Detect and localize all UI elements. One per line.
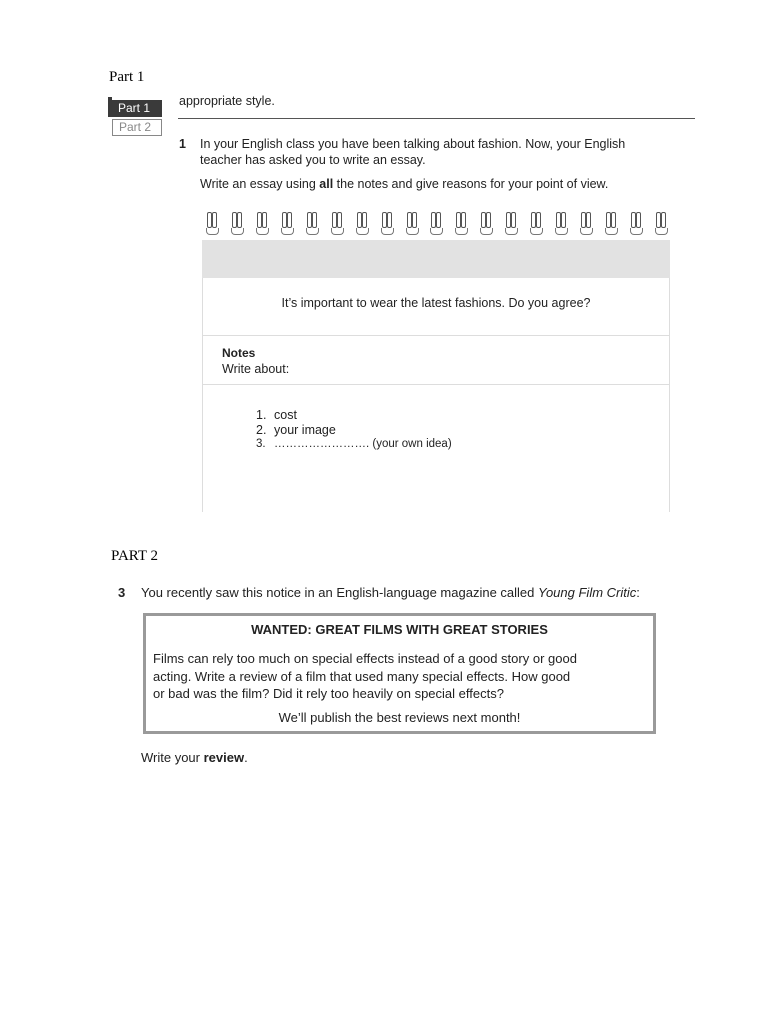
ring-icon xyxy=(381,210,392,238)
tab-part-2: Part 2 xyxy=(112,119,162,136)
notice-line: Films can rely too much on special effects instead of a good story or good xyxy=(153,651,577,666)
question-number: 3 xyxy=(118,585,126,600)
task-suffix: . xyxy=(244,750,248,765)
question-line-1: In your English class you have been talking about fashion. Now, your English xyxy=(200,137,626,151)
notepad-divider xyxy=(202,335,670,336)
note-number: 3. xyxy=(256,438,266,450)
ring-icon xyxy=(480,210,491,238)
ring-icon xyxy=(530,210,541,238)
instruction-suffix: the notes and give reasons for your point of view. xyxy=(333,177,609,191)
ring-icon xyxy=(630,210,641,238)
notepad-header xyxy=(202,240,670,278)
magazine-title: Young Film Critic xyxy=(538,585,637,600)
ring-icon xyxy=(555,210,566,238)
ring-icon xyxy=(605,210,616,238)
notepad-spiral-binding xyxy=(202,210,670,242)
instruction-prefix: Write an essay using xyxy=(200,177,320,191)
instruction-emphasis: all xyxy=(319,177,334,191)
part2-heading: PART 2 xyxy=(111,548,159,564)
part1-heading: Part 1 xyxy=(109,69,145,85)
ring-icon xyxy=(256,210,267,238)
note-item: ……………………. (your own idea) xyxy=(274,438,452,450)
ring-icon xyxy=(331,210,342,238)
ring-icon xyxy=(356,210,367,238)
notes-title: Notes xyxy=(222,346,256,360)
question-number: 1 xyxy=(179,137,186,151)
note-item: your image xyxy=(274,423,336,437)
notice-line: acting. Write a review of a film that used many special effects. How good xyxy=(153,668,571,684)
notes-subtitle: Write about: xyxy=(222,362,290,376)
ring-icon xyxy=(206,210,217,238)
ring-icon xyxy=(580,210,591,238)
notepad-body xyxy=(202,278,670,512)
question-prefix: You recently saw this notice in an English-language magazine called xyxy=(141,585,538,600)
notice-body xyxy=(153,650,648,703)
notepad-divider xyxy=(202,384,670,385)
divider xyxy=(178,118,695,119)
note-item: cost xyxy=(274,408,297,422)
notice-title: WANTED: GREAT FILMS WITH GREAT STORIES xyxy=(251,622,548,637)
essay-instruction xyxy=(200,177,608,191)
ring-icon xyxy=(455,210,466,238)
task-instruction xyxy=(141,750,248,765)
ring-icon xyxy=(406,210,417,238)
ring-icon xyxy=(505,210,516,238)
note-number: 1. xyxy=(256,408,267,422)
ring-icon xyxy=(231,210,242,238)
task-emphasis: review xyxy=(203,750,245,765)
question-text xyxy=(141,585,640,600)
question-line-2: teacher has asked you to write an essay. xyxy=(200,153,426,167)
question-suffix: : xyxy=(636,585,640,600)
ring-icon xyxy=(430,210,441,238)
note-number: 2. xyxy=(256,423,267,437)
ring-icon xyxy=(281,210,292,238)
ring-icon xyxy=(306,210,317,238)
task-prefix: Write your xyxy=(141,750,204,765)
essay-prompt: It’s important to wear the latest fashions. Do you agree? xyxy=(281,296,591,310)
intro-text: appropriate style. xyxy=(179,94,275,108)
notice-line: or bad was the film? Did it rely too heavily on special effects? xyxy=(153,686,504,701)
tab-part-1: Part 1 xyxy=(112,100,162,117)
ring-icon xyxy=(655,210,666,238)
notice-footer: We’ll publish the best reviews next month! xyxy=(278,710,521,725)
